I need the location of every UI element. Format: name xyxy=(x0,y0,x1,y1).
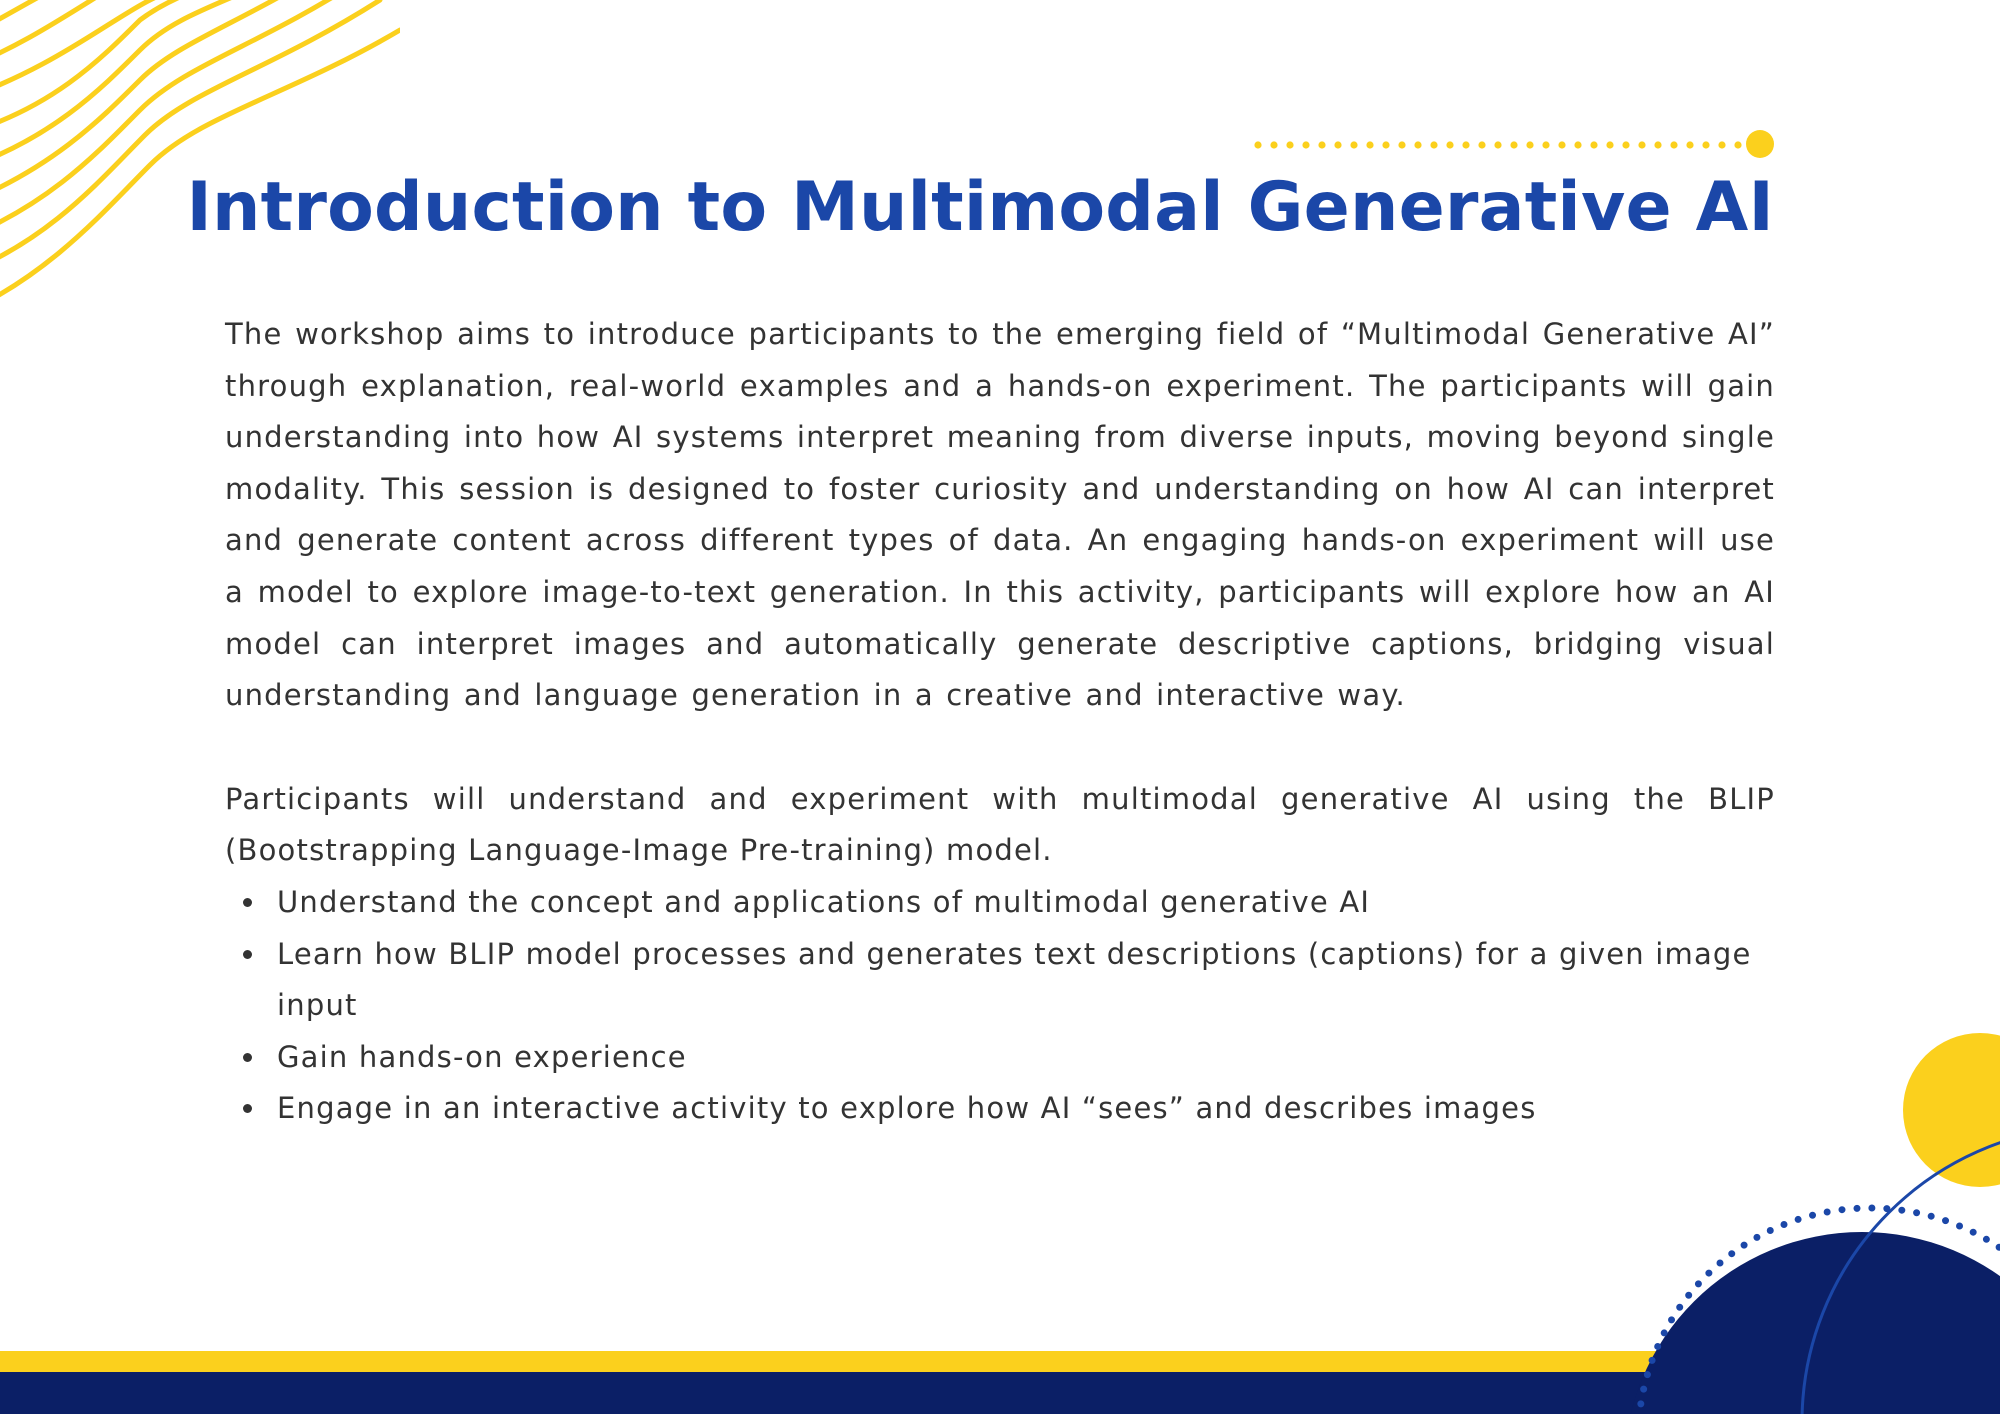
list-item-text: Gain hands-on experience xyxy=(277,1039,687,1074)
decorative-dotted-ring xyxy=(1638,1208,2000,1414)
page-title: Introduction to Multimodal Generative AI xyxy=(186,168,1774,247)
list-item-text: Learn how BLIP model processes and generates text descriptions (captions) for a given image input xyxy=(277,936,1752,1023)
list-item xyxy=(277,1032,1775,1084)
bullet-icon xyxy=(243,1104,252,1113)
decorative-thin-ring xyxy=(1802,1126,2000,1414)
bullet-icon xyxy=(243,950,252,959)
paragraph-spacer xyxy=(225,722,1775,774)
list-item xyxy=(277,877,1775,929)
bullet-icon xyxy=(243,898,252,907)
objective-paragraph: Participants will understand and experiment with multimodal generative AI using the BLIP (Bootstrapping Language-Image Pre-training) model. xyxy=(225,781,1775,868)
decorative-navy-circle xyxy=(1624,1232,2000,1414)
list-item xyxy=(277,1083,1775,1135)
list-item-text: Engage in an interactive activity to explore how AI “sees” and describes images xyxy=(277,1091,1537,1126)
footer-navy-band xyxy=(0,1372,2000,1414)
title-dotted-line xyxy=(1250,128,1780,162)
body-content xyxy=(225,309,1775,1135)
list-item xyxy=(277,929,1775,1032)
objectives-list xyxy=(225,877,1775,1135)
footer-yellow-band xyxy=(0,1351,2000,1372)
intro-paragraph: The workshop aims to introduce participants to the emerging field of “Multimodal Generative AI” through explanation, real-world examples and a hands-on experiment. The participants will gain understanding into how AI systems interpret meaning from diverse inputs, moving beyond single modality. This session is designed to foster curiosity and understanding on how AI can interpret and generate content across different types of data. An engaging hands-on experiment will use a model to explore image-to-text generation. In this activity, participants will explore how an AI model can interpret images and automatically generate descriptive captions, bridging visual understanding and language generation in a creative and interactive way. xyxy=(225,317,1775,713)
list-item-text: Understand the concept and applications of multimodal generative AI xyxy=(277,884,1371,919)
decorative-yellow-circle xyxy=(1903,1033,2000,1187)
bullet-icon xyxy=(243,1053,252,1062)
